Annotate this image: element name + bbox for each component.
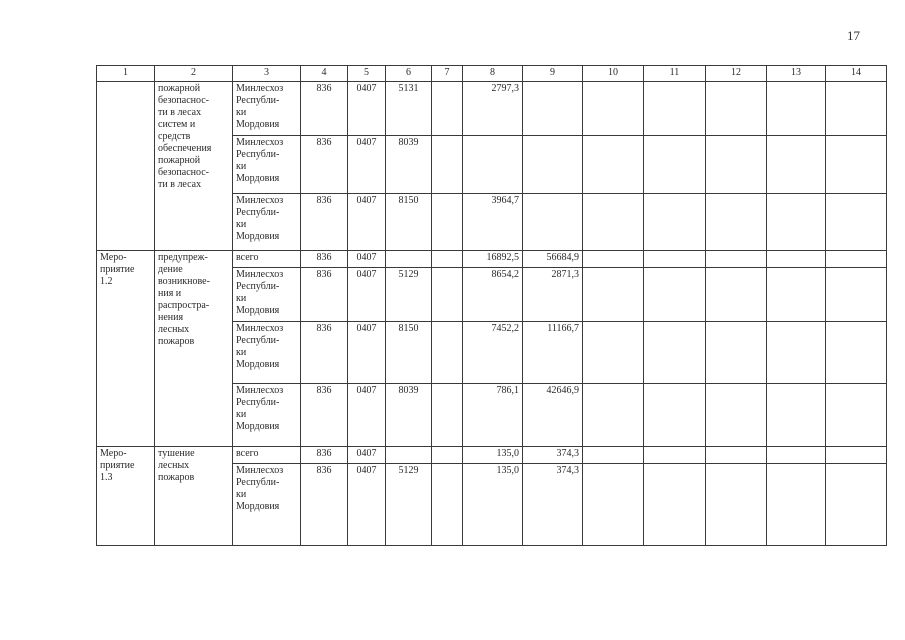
rzpr-cell: 0407 [348,268,386,322]
amount-col8-cell: 3964,7 [463,194,523,251]
executor-cell: Минлесхоз Республи- ки Мордовия [233,82,301,136]
vr-cell [432,322,463,384]
amount-col9-cell: 11166,7 [523,322,583,384]
rzpr-cell: 0407 [348,322,386,384]
csr-cell: 5129 [386,268,432,322]
col-header-13: 13 [767,66,826,82]
measure-name-cell: тушение лесных пожаров [155,447,233,546]
col-header-4: 4 [301,66,348,82]
vr-cell [432,194,463,251]
amount-col9-cell [523,136,583,194]
rzpr-cell: 0407 [348,136,386,194]
table-row-total [97,447,887,464]
amount-col9-cell [523,82,583,136]
amount-col8-cell: 8654,2 [463,268,523,322]
col-header-2: 2 [155,66,233,82]
amount-col9-cell: 2871,3 [523,268,583,322]
csr-cell: 8150 [386,194,432,251]
executor-cell: Минлесхоз Республи- ки Мордовия [233,464,301,546]
amount-col8-cell: 16892,5 [463,251,523,268]
col-header-12: 12 [706,66,767,82]
vr-cell [432,384,463,447]
amount-col8-cell: 2797,3 [463,82,523,136]
amount-col9-cell [523,194,583,251]
rzpr-cell: 0407 [348,251,386,268]
grbs-cell: 836 [301,194,348,251]
amount-col9-cell: 374,3 [523,447,583,464]
csr-cell: 8150 [386,322,432,384]
csr-cell: 5129 [386,464,432,546]
measure-label-cell [97,82,155,251]
grbs-cell: 836 [301,251,348,268]
vr-cell [432,251,463,268]
table-row [97,82,887,136]
amount-col8-cell: 135,0 [463,447,523,464]
csr-cell: 5131 [386,82,432,136]
rzpr-cell: 0407 [348,447,386,464]
amount-col8-cell [463,136,523,194]
col-header-5: 5 [348,66,386,82]
csr-cell [386,251,432,268]
amount-col9-cell: 56684,9 [523,251,583,268]
col-header-7: 7 [432,66,463,82]
grbs-cell: 836 [301,136,348,194]
column-number-row [97,66,887,82]
grbs-cell: 836 [301,464,348,546]
executor-cell: Минлесхоз Республи- ки Мордовия [233,322,301,384]
budget-table [96,65,887,546]
amount-col9-cell: 374,3 [523,464,583,546]
measure-name-cell: предупреж- дение возникнове- ния и распростра- нения лесных пожаров [155,251,233,447]
col-header-11: 11 [644,66,706,82]
executor-cell: Минлесхоз Республи- ки Мордовия [233,384,301,447]
vr-cell [432,447,463,464]
vr-cell [432,464,463,546]
vr-cell [432,82,463,136]
col-header-10: 10 [583,66,644,82]
measure-name-cell: пожарной безопаснос- ти в лесах систем и средств обеспечения пожарной безопаснос- ти в лесах [155,82,233,251]
amount-col8-cell: 7452,2 [463,322,523,384]
grbs-cell: 836 [301,322,348,384]
executor-cell: Минлесхоз Республи- ки Мордовия [233,136,301,194]
rzpr-cell: 0407 [348,384,386,447]
rzpr-cell: 0407 [348,82,386,136]
vr-cell [432,268,463,322]
executor-cell: Минлесхоз Республи- ки Мордовия [233,268,301,322]
grbs-cell: 836 [301,447,348,464]
col-header-6: 6 [386,66,432,82]
executor-cell: Минлесхоз Республи- ки Мордовия [233,194,301,251]
csr-cell: 8039 [386,384,432,447]
col-header-1: 1 [97,66,155,82]
col-header-14: 14 [826,66,887,82]
csr-cell: 8039 [386,136,432,194]
rzpr-cell: 0407 [348,194,386,251]
executor-cell: всего [233,251,301,268]
grbs-cell: 836 [301,268,348,322]
measure-label-cell: Меро- приятие 1.2 [97,251,155,447]
col-header-9: 9 [523,66,583,82]
col-header-8: 8 [463,66,523,82]
amount-col8-cell: 135,0 [463,464,523,546]
page-number: 17 [847,28,860,43]
csr-cell [386,447,432,464]
grbs-cell: 836 [301,82,348,136]
measure-label-cell: Меро- приятие 1.3 [97,447,155,546]
rzpr-cell: 0407 [348,464,386,546]
amount-col8-cell: 786,1 [463,384,523,447]
vr-cell [432,136,463,194]
executor-cell: всего [233,447,301,464]
table-row-total [97,251,887,268]
grbs-cell: 836 [301,384,348,447]
amount-col9-cell: 42646,9 [523,384,583,447]
col-header-3: 3 [233,66,301,82]
